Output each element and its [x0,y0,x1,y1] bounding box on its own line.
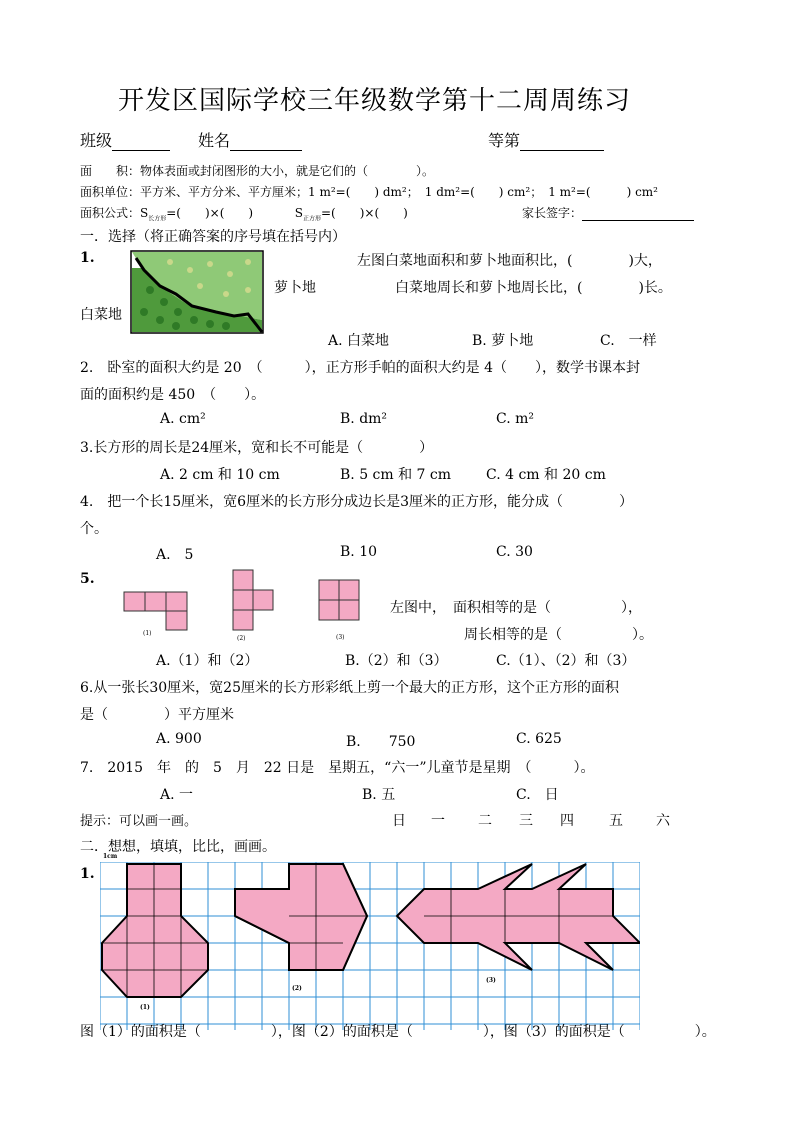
square-s: S [294,206,303,220]
q5-fig3-square [339,600,359,620]
square-subscript: 正方形 [302,215,321,223]
q5-fig1-square [124,592,145,611]
q3-text: 3.长方形的周长是24厘米，宽和长不可能是（ ） [80,440,434,456]
q1-option-a[interactable]: A. 白菜地 [328,333,390,349]
q5-fig2-square [233,610,253,630]
grid-fig2-shape-main [235,864,367,970]
q5-number: 5. [80,571,95,587]
q5-fig1-square [145,592,166,611]
s2-q1-number: 1. [80,866,95,882]
label-luobo: 萝卜地 [274,280,316,296]
q6-option-b[interactable]: B. 750 [346,734,416,750]
page-title: 开发区国际学校三年级数学第十二周周练习 [118,86,632,116]
weekday-tue: 二 [478,813,492,829]
intro-line-2: 面积单位：平方米、平方分米、平方厘米；1 m²=( ) dm²； 1 dm²=( ) cm²； 1 m²=( ) cm² [80,185,658,199]
class-label: 班级 [80,131,113,150]
square-formula-blanks: =( )×( ) [321,206,408,220]
section1-heading: 一．选择（将正确答案的序号填在括号内） [80,229,346,245]
q7-option-b[interactable]: B. 五 [362,787,396,803]
q6-option-a[interactable]: A. 900 [156,731,202,747]
q5-fig3-square [319,600,339,620]
rect-subscript: 长方形 [148,215,167,223]
rect-formula-blanks: =( )×( ) [166,206,254,220]
class-field[interactable] [80,128,170,151]
name-blank[interactable] [230,134,302,151]
q6-text-2: 是（ ）平方厘米 [80,707,234,723]
q5-fig3-square [339,580,359,600]
q7-option-c[interactable]: C. 日 [516,787,559,803]
weekday-wed: 三 [519,813,533,829]
class-blank[interactable] [112,134,170,151]
q1-option-b[interactable]: B. 萝卜地 [472,333,534,349]
weekday-sun: 日 [392,813,406,829]
weekday-mon: 一 [431,813,445,829]
q2-text-1: 2. 卧室的面积大约是 20 （ ），正方形手帕的面积大约是 4（ ），数学书课本封 [80,360,640,376]
grid-fig1-label: (1) [140,1004,150,1011]
intro-line-1: 面 积：物体表面或封闭图形的大小，就是它们的（ ）。 [80,164,435,178]
weekday-sat: 六 [656,813,670,829]
q5-fig3-square [319,580,339,600]
q5-text-1: 左图中， 面积相等的是（ ）， [390,600,642,616]
q5-text-2: 周长相等的是（ ）。 [464,627,653,643]
q3-option-c[interactable]: C. 4 cm 和 20 cm [486,467,606,483]
q3-option-b[interactable]: B. 5 cm 和 7 cm [340,467,452,483]
grade-blank[interactable] [520,134,604,151]
grid-figures [100,862,640,1030]
q2-option-b[interactable]: B. dm² [340,411,388,427]
intro-line-3 [80,204,408,222]
unit-label: 1cm [103,853,118,860]
s2-answer-line: 图（1）的面积是（ ），图（2）的面积是（ ），图（3）的面积是（ ）。 [80,1024,716,1040]
q5-option-b[interactable]: B.（2）和（3） [345,653,448,669]
q7-hint: 提示：可以画一画。 [80,814,198,829]
q7-text: 7. 2015 年 的 5 月 22 日是 星期五，“六一”儿童节是星期 （ ）。 [80,760,595,776]
q5-fig1-square [166,592,187,611]
grid-fig3-shape [397,864,640,970]
q5-option-a[interactable]: A.（1）和（2） [156,653,259,669]
weekday-thu: 四 [560,813,574,829]
label-baicai: 白菜地 [80,307,122,323]
q7-option-a[interactable]: A. 一 [160,787,194,803]
grade-label: 等第 [488,131,521,150]
q6-option-c[interactable]: C. 625 [516,731,562,747]
q4-text-1: 4. 把一个长15厘米，宽6厘米的长方形分成边长是3厘米的正方形，能分成（ ） [80,494,633,510]
q5-fig2-square [233,570,253,590]
formula-label: 面积公式：S [80,206,149,220]
grid-fig1-shape [102,864,208,997]
q5-fig2-square [233,590,253,610]
q1-text-2: 白菜地周长和萝卜地周长比，( )长。 [395,280,672,296]
q4-option-b[interactable]: B. 10 [340,544,378,560]
grade-field[interactable] [488,128,604,151]
q1-number: 1. [80,250,95,266]
q2-option-c[interactable]: C. m² [496,411,535,427]
name-field[interactable] [198,128,302,151]
name-label: 姓名 [198,131,231,150]
q5-figures [122,568,382,644]
q4-option-c[interactable]: C. 30 [496,544,533,560]
q1-text-1: 左图白菜地面积和萝卜地面积比，( )大， [357,253,662,269]
weekday-fri: 五 [609,813,623,829]
grid-fig2-label: (2) [292,985,302,992]
q5-option-c[interactable]: C.（1）、（2）和（3） [496,653,636,669]
grid-fig3-label: (3) [486,977,496,984]
q5-fig1-square [166,611,187,630]
q5-fig1-label: (1) [143,630,152,637]
section2-heading: 二．想想，填填，比比，画画。 [80,839,276,855]
q2-text-2: 面的面积约是 450 （ ）。 [80,387,266,403]
field-image [130,250,264,334]
parent-sign-label: 家长签字： [522,206,583,220]
q4-text-2: 个。 [80,521,108,537]
q1-option-c[interactable]: C. 一样 [600,333,657,349]
parent-sign-blank[interactable] [582,207,694,221]
q2-option-a[interactable]: A. cm² [160,411,206,427]
q5-fig3-label: (3) [336,634,345,641]
q4-option-a[interactable]: A. 5 [156,547,194,563]
q6-text-1: 6.从一张长30厘米，宽25厘米的长方形彩纸上剪一个最大的正方形，这个正方形的面积 [80,680,619,696]
q3-option-a[interactable]: A. 2 cm 和 10 cm [160,467,280,483]
q5-fig2-square [253,590,273,610]
q5-fig2-label: (2) [237,635,246,642]
parent-sign[interactable] [522,204,694,221]
